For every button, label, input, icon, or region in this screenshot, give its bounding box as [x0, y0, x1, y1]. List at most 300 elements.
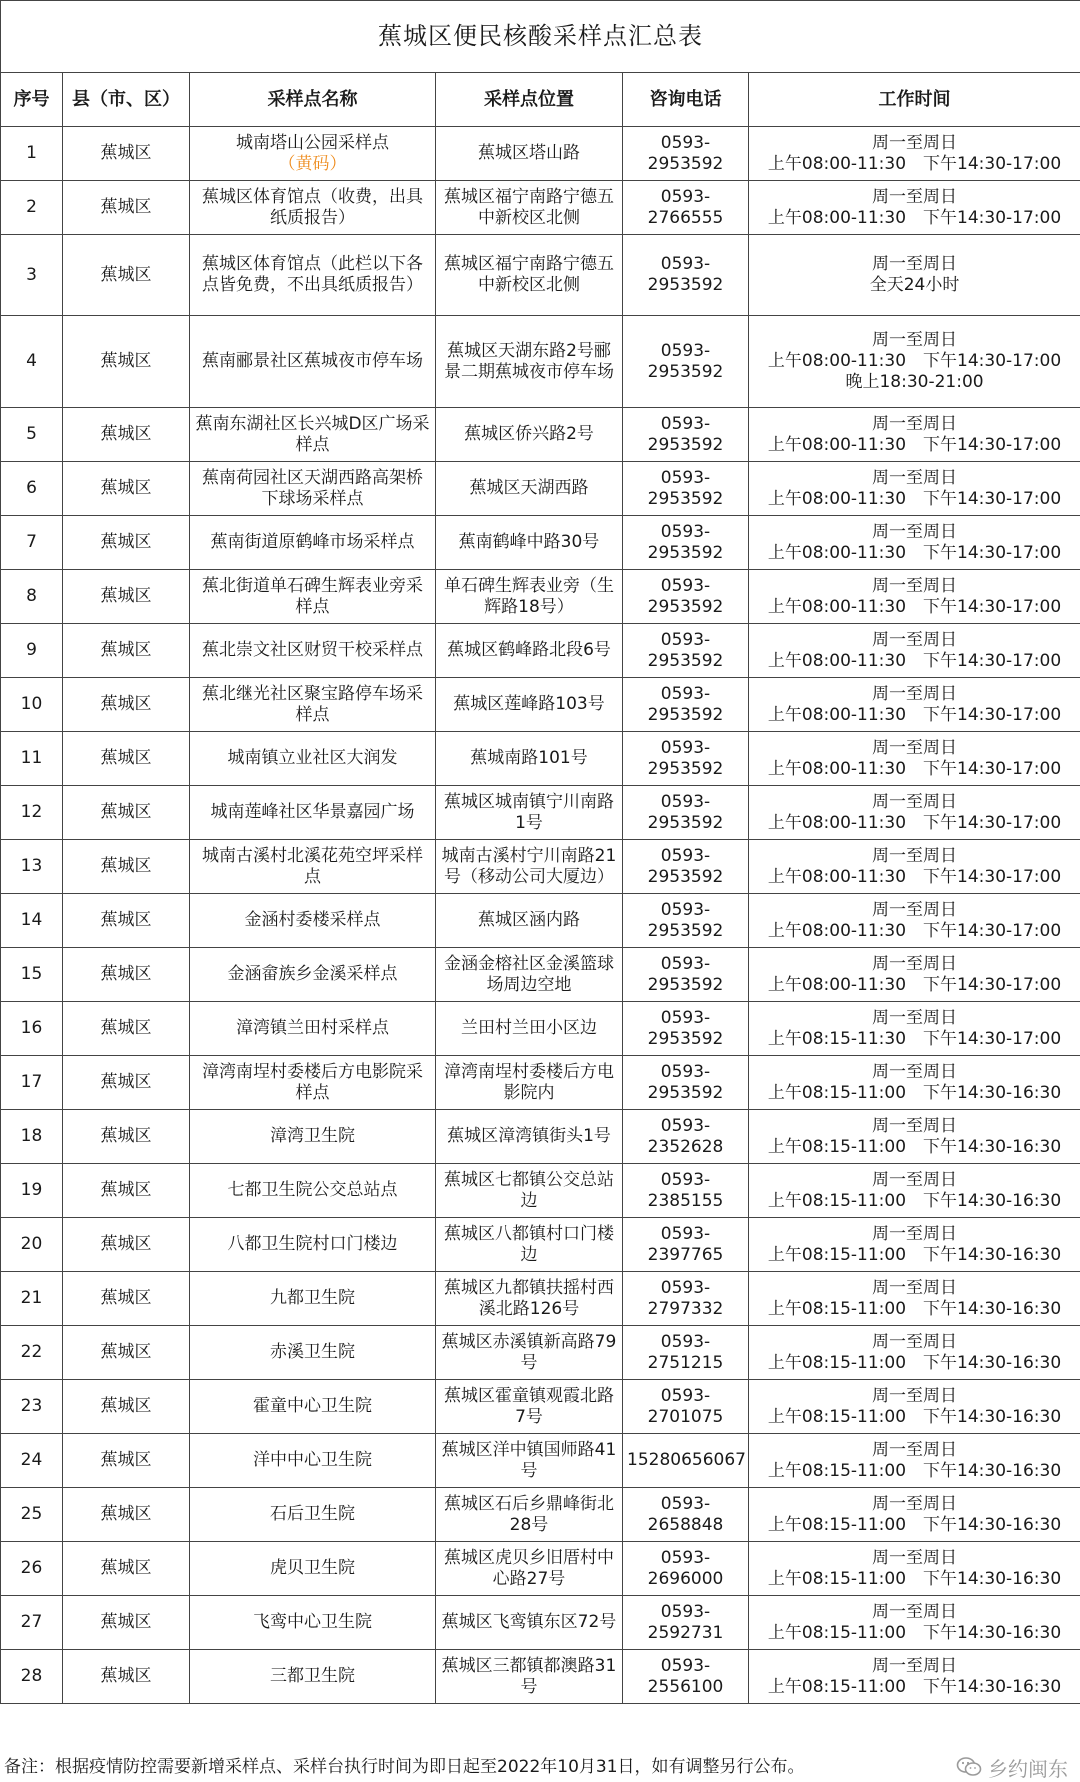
row-location: 蕉城区霍童镇观霞北路7号 [436, 1380, 623, 1434]
row-site-name [190, 1002, 436, 1056]
site-name-text: 城南塔山公园采样点 [194, 133, 431, 154]
site-name-text: 漳湾镇兰田村采样点 [194, 1018, 431, 1039]
row-county: 蕉城区 [63, 1164, 190, 1218]
row-county: 蕉城区 [63, 1110, 190, 1164]
phone-line-1: 0593- [627, 1170, 744, 1191]
row-number: 4 [1, 316, 63, 408]
row-phone [623, 1488, 749, 1542]
row-number: 9 [1, 624, 63, 678]
table-title: 蕉城区便民核酸采样点汇总表 [1, 1, 1080, 73]
hours-times: 上午08:00-11:30 下午14:30-17:00 [753, 759, 1076, 780]
header-county: 县（市、区） [63, 73, 190, 127]
row-county: 蕉城区 [63, 948, 190, 1002]
row-phone [623, 1002, 749, 1056]
row-number: 24 [1, 1434, 63, 1488]
row-location: 蕉城区天湖东路2号郦景二期蕉城夜市停车场 [436, 316, 623, 408]
row-county: 蕉城区 [63, 1380, 190, 1434]
phone-line-1: 0593- [627, 522, 744, 543]
hours-days: 周一至周日 [753, 738, 1076, 759]
row-county: 蕉城区 [63, 1326, 190, 1380]
phone-line-1: 15280656067 [627, 1450, 744, 1471]
site-name-text: 八都卫生院村口门楼边 [194, 1234, 431, 1255]
row-number: 28 [1, 1650, 63, 1704]
header-row [1, 73, 1080, 127]
phone-line-1: 0593- [627, 792, 744, 813]
table-row [1, 516, 1080, 570]
row-phone [623, 235, 749, 316]
phone-line-1: 0593- [627, 1332, 744, 1353]
hours-times: 上午08:15-11:00 下午14:30-16:30 [753, 1677, 1076, 1698]
site-name-note: （黄码） [194, 154, 431, 175]
phone-line-1: 0593- [627, 414, 744, 435]
row-number: 16 [1, 1002, 63, 1056]
hours-days: 周一至周日 [753, 1656, 1076, 1677]
row-site-name [190, 1542, 436, 1596]
row-hours [749, 1002, 1080, 1056]
phone-line-2: 2696000 [627, 1569, 744, 1590]
site-name-text: 金涵畲族乡金溪采样点 [194, 964, 431, 985]
table-row [1, 462, 1080, 516]
table-row [1, 408, 1080, 462]
row-site-name [190, 1056, 436, 1110]
phone-line-1: 0593- [627, 187, 744, 208]
row-phone [623, 678, 749, 732]
row-number: 17 [1, 1056, 63, 1110]
hours-days: 周一至周日 [753, 1440, 1076, 1461]
table-row [1, 786, 1080, 840]
row-number: 20 [1, 1218, 63, 1272]
hours-times: 上午08:15-11:00 下午14:30-16:30 [753, 1461, 1076, 1482]
phone-line-2: 2658848 [627, 1515, 744, 1536]
row-number: 25 [1, 1488, 63, 1542]
site-name-text: 霍童中心卫生院 [194, 1396, 431, 1417]
site-name-text: 蕉城区体育馆点（此栏以下各点皆免费，不出具纸质报告） [194, 254, 431, 296]
phone-line-1: 0593- [627, 954, 744, 975]
phone-line-2: 2385155 [627, 1191, 744, 1212]
site-name-text: 三都卫生院 [194, 1666, 431, 1687]
row-site-name [190, 462, 436, 516]
row-hours [749, 1596, 1080, 1650]
site-name-text: 洋中中心卫生院 [194, 1450, 431, 1471]
table-row [1, 1650, 1080, 1704]
row-phone [623, 894, 749, 948]
phone-line-1: 0593- [627, 341, 744, 362]
row-location: 蕉城区虎贝乡旧厝村中心路27号 [436, 1542, 623, 1596]
row-location: 蕉城区福宁南路宁德五中新校区北侧 [436, 235, 623, 316]
table-row [1, 181, 1080, 235]
row-site-name [190, 1650, 436, 1704]
site-name-text: 蕉城区体育馆点（收费，出具纸质报告） [194, 187, 431, 229]
row-county: 蕉城区 [63, 1002, 190, 1056]
hours-days: 周一至周日 [753, 1602, 1076, 1623]
site-name-text: 蕉北街道单石碑生辉表业旁采样点 [194, 576, 431, 618]
phone-line-2: 2592731 [627, 1623, 744, 1644]
phone-line-2: 2953592 [627, 362, 744, 383]
hours-days: 周一至周日 [753, 1386, 1076, 1407]
hours-times: 上午08:15-11:00 下午14:30-16:30 [753, 1353, 1076, 1374]
hours-days: 周一至周日 [753, 1278, 1076, 1299]
row-location: 蕉城南路101号 [436, 732, 623, 786]
hours-days: 周一至周日 [753, 792, 1076, 813]
table-row [1, 316, 1080, 408]
phone-line-2: 2701075 [627, 1407, 744, 1428]
row-number: 5 [1, 408, 63, 462]
table-row [1, 1110, 1080, 1164]
row-site-name [190, 1380, 436, 1434]
hours-days: 周一至周日 [753, 900, 1076, 921]
row-number: 1 [1, 127, 63, 181]
hours-days: 周一至周日 [753, 330, 1076, 351]
phone-line-2: 2352628 [627, 1137, 744, 1158]
table-row [1, 678, 1080, 732]
row-hours [749, 1326, 1080, 1380]
row-hours [749, 408, 1080, 462]
phone-line-1: 0593- [627, 1548, 744, 1569]
row-phone [623, 570, 749, 624]
row-hours [749, 1434, 1080, 1488]
row-site-name [190, 1164, 436, 1218]
phone-line-2: 2953592 [627, 1083, 744, 1104]
row-site-name [190, 1110, 436, 1164]
row-location: 漳湾南埕村委楼后方电影院内 [436, 1056, 623, 1110]
row-county: 蕉城区 [63, 624, 190, 678]
row-county: 蕉城区 [63, 570, 190, 624]
phone-line-2: 2953592 [627, 813, 744, 834]
row-location: 蕉城区七都镇公交总站边 [436, 1164, 623, 1218]
hours-days: 周一至周日 [753, 468, 1076, 489]
phone-line-2: 2397765 [627, 1245, 744, 1266]
row-hours [749, 1272, 1080, 1326]
row-hours [749, 127, 1080, 181]
row-location: 单石碑生辉表业旁（生辉路18号） [436, 570, 623, 624]
phone-line-1: 0593- [627, 1656, 744, 1677]
phone-line-1: 0593- [627, 630, 744, 651]
row-hours [749, 1488, 1080, 1542]
phone-line-1: 0593- [627, 1062, 744, 1083]
row-number: 8 [1, 570, 63, 624]
row-hours [749, 786, 1080, 840]
site-name-text: 石后卫生院 [194, 1504, 431, 1525]
phone-line-1: 0593- [627, 133, 744, 154]
row-county: 蕉城区 [63, 1488, 190, 1542]
brand-watermark [956, 1754, 1068, 1780]
row-number: 22 [1, 1326, 63, 1380]
wechat-icon [956, 1756, 982, 1778]
hours-times: 上午08:15-11:00 下午14:30-16:30 [753, 1137, 1076, 1158]
row-phone [623, 127, 749, 181]
row-county: 蕉城区 [63, 516, 190, 570]
row-site-name [190, 624, 436, 678]
table-row [1, 732, 1080, 786]
phone-line-1: 0593- [627, 1602, 744, 1623]
hours-times: 上午08:15-11:00 下午14:30-16:30 [753, 1515, 1076, 1536]
row-location: 蕉城区赤溪镇新高路79号 [436, 1326, 623, 1380]
row-hours [749, 316, 1080, 408]
table-row [1, 948, 1080, 1002]
row-location: 蕉城区福宁南路宁德五中新校区北侧 [436, 181, 623, 235]
row-phone [623, 516, 749, 570]
header-no: 序号 [1, 73, 63, 127]
hours-evening: 晚上18:30-21:00 [753, 372, 1076, 393]
hours-times: 上午08:00-11:30 下午14:30-17:00 [753, 435, 1076, 456]
row-hours [749, 1164, 1080, 1218]
row-phone [623, 1056, 749, 1110]
table-row [1, 894, 1080, 948]
row-county: 蕉城区 [63, 894, 190, 948]
site-name-text: 蕉南街道原鹤峰市场采样点 [194, 532, 431, 553]
hours-times: 上午08:15-11:00 下午14:30-16:30 [753, 1299, 1076, 1320]
table-row [1, 1596, 1080, 1650]
row-phone [623, 1326, 749, 1380]
row-location: 蕉城区八都镇村口门楼边 [436, 1218, 623, 1272]
phone-line-2: 2953592 [627, 435, 744, 456]
row-number: 18 [1, 1110, 63, 1164]
row-county: 蕉城区 [63, 462, 190, 516]
brand-name: 乡约闽东 [988, 1753, 1068, 1782]
row-phone [623, 786, 749, 840]
hours-times: 上午08:00-11:30 下午14:30-17:00 [753, 921, 1076, 942]
row-hours [749, 516, 1080, 570]
row-county: 蕉城区 [63, 408, 190, 462]
row-site-name [190, 1218, 436, 1272]
phone-line-1: 0593- [627, 1008, 744, 1029]
hours-times: 上午08:00-11:30 下午14:30-17:00 [753, 975, 1076, 996]
row-number: 7 [1, 516, 63, 570]
row-county: 蕉城区 [63, 1542, 190, 1596]
phone-line-2: 2953592 [627, 921, 744, 942]
row-site-name [190, 316, 436, 408]
row-phone [623, 1164, 749, 1218]
row-hours [749, 1218, 1080, 1272]
row-hours [749, 462, 1080, 516]
hours-times: 上午08:00-11:30 下午14:30-17:00 [753, 543, 1076, 564]
row-phone [623, 732, 749, 786]
hours-days: 周一至周日 [753, 187, 1076, 208]
row-hours [749, 1380, 1080, 1434]
phone-line-2: 2953592 [627, 705, 744, 726]
table-row [1, 1218, 1080, 1272]
site-name-text: 城南莲峰社区华景嘉园广场 [194, 802, 431, 823]
hours-times: 上午08:00-11:30 下午14:30-17:00 [753, 154, 1076, 175]
row-number: 2 [1, 181, 63, 235]
row-phone [623, 1380, 749, 1434]
hours-days: 周一至周日 [753, 1332, 1076, 1353]
table-row [1, 1434, 1080, 1488]
row-location: 蕉南鹤峰中路30号 [436, 516, 623, 570]
table-row [1, 570, 1080, 624]
hours-times: 上午08:00-11:30 下午14:30-17:00 [753, 651, 1076, 672]
table-row [1, 1272, 1080, 1326]
hours-times: 上午08:00-11:30 下午14:30-17:00 [753, 597, 1076, 618]
row-hours [749, 1110, 1080, 1164]
phone-line-1: 0593- [627, 468, 744, 489]
table-row [1, 1002, 1080, 1056]
row-phone [623, 408, 749, 462]
row-phone [623, 1434, 749, 1488]
hours-days: 周一至周日 [753, 954, 1076, 975]
row-phone [623, 624, 749, 678]
row-county: 蕉城区 [63, 1434, 190, 1488]
phone-line-2: 2556100 [627, 1677, 744, 1698]
phone-line-2: 2797332 [627, 1299, 744, 1320]
footer-note: 备注：根据疫情防控需要新增采样点、采样台执行时间为即日起至2022年10月31日，如有调整另行公布。 [4, 1754, 805, 1780]
row-county: 蕉城区 [63, 181, 190, 235]
row-phone [623, 1110, 749, 1164]
row-number: 23 [1, 1380, 63, 1434]
hours-times: 全天24小时 [753, 275, 1076, 296]
hours-days: 周一至周日 [753, 684, 1076, 705]
table-row [1, 1488, 1080, 1542]
phone-line-2: 2953592 [627, 154, 744, 175]
header-hours: 工作时间 [749, 73, 1080, 127]
hours-days: 周一至周日 [753, 846, 1076, 867]
row-number: 15 [1, 948, 63, 1002]
phone-line-1: 0593- [627, 576, 744, 597]
phone-line-2: 2953592 [627, 543, 744, 564]
row-site-name [190, 948, 436, 1002]
row-number: 14 [1, 894, 63, 948]
row-phone [623, 1542, 749, 1596]
site-name-text: 漳湾卫生院 [194, 1126, 431, 1147]
phone-line-1: 0593- [627, 1224, 744, 1245]
site-name-text: 虎贝卫生院 [194, 1558, 431, 1579]
hours-times: 上午08:00-11:30 下午14:30-17:00 [753, 867, 1076, 888]
row-site-name [190, 570, 436, 624]
site-name-text: 城南镇立业社区大润发 [194, 748, 431, 769]
site-name-text: 城南古溪村北溪花苑空坪采样点 [194, 846, 431, 888]
row-county: 蕉城区 [63, 840, 190, 894]
row-location: 蕉城区鹤峰路北段6号 [436, 624, 623, 678]
phone-line-2: 2953592 [627, 597, 744, 618]
hours-times: 上午08:15-11:00 下午14:30-16:30 [753, 1407, 1076, 1428]
row-location: 金涵金榕社区金溪篮球场周边空地 [436, 948, 623, 1002]
row-site-name [190, 1488, 436, 1542]
row-phone [623, 462, 749, 516]
site-name-text: 蕉南荷园社区天湖西路高架桥下球场采样点 [194, 468, 431, 510]
row-number: 3 [1, 235, 63, 316]
row-phone [623, 316, 749, 408]
hours-days: 周一至周日 [753, 1062, 1076, 1083]
row-site-name [190, 1272, 436, 1326]
table-row [1, 127, 1080, 181]
site-name-text: 赤溪卫生院 [194, 1342, 431, 1363]
row-site-name [190, 732, 436, 786]
row-hours [749, 948, 1080, 1002]
row-site-name [190, 894, 436, 948]
row-county: 蕉城区 [63, 1272, 190, 1326]
hours-days: 周一至周日 [753, 414, 1076, 435]
hours-days: 周一至周日 [753, 522, 1076, 543]
phone-line-1: 0593- [627, 738, 744, 759]
row-county: 蕉城区 [63, 316, 190, 408]
row-number: 21 [1, 1272, 63, 1326]
table-body [1, 127, 1080, 1704]
table-row [1, 624, 1080, 678]
row-site-name [190, 408, 436, 462]
site-name-text: 蕉北继光社区聚宝路停车场采样点 [194, 684, 431, 726]
row-site-name [190, 840, 436, 894]
hours-days: 周一至周日 [753, 1224, 1076, 1245]
row-phone [623, 1596, 749, 1650]
table-row [1, 235, 1080, 316]
row-site-name [190, 1326, 436, 1380]
row-location: 蕉城区涵内路 [436, 894, 623, 948]
row-number: 13 [1, 840, 63, 894]
row-location: 蕉城区石后乡鼎峰街北28号 [436, 1488, 623, 1542]
phone-line-2: 2953592 [627, 651, 744, 672]
phone-line-2: 2953592 [627, 275, 744, 296]
row-location: 城南古溪村宁川南路21号（移动公司大厦边） [436, 840, 623, 894]
phone-line-1: 0593- [627, 254, 744, 275]
hours-times: 上午08:15-11:00 下午14:30-16:30 [753, 1569, 1076, 1590]
row-county: 蕉城区 [63, 127, 190, 181]
row-site-name [190, 235, 436, 316]
table-row [1, 1542, 1080, 1596]
header-location: 采样点位置 [436, 73, 623, 127]
row-location: 蕉城区三都镇都澳路31号 [436, 1650, 623, 1704]
row-location: 蕉城区城南镇宁川南路1号 [436, 786, 623, 840]
row-county: 蕉城区 [63, 1056, 190, 1110]
hours-times: 上午08:00-11:30 下午14:30-17:00 [753, 705, 1076, 726]
row-phone [623, 1272, 749, 1326]
header-site-name: 采样点名称 [190, 73, 436, 127]
row-location: 蕉城区莲峰路103号 [436, 678, 623, 732]
hours-times: 上午08:00-11:30 下午14:30-17:00 [753, 489, 1076, 510]
row-hours [749, 1542, 1080, 1596]
row-phone [623, 1218, 749, 1272]
row-site-name [190, 678, 436, 732]
row-hours [749, 894, 1080, 948]
row-location: 蕉城区飞鸾镇东区72号 [436, 1596, 623, 1650]
row-county: 蕉城区 [63, 1218, 190, 1272]
row-site-name [190, 516, 436, 570]
phone-line-2: 2766555 [627, 208, 744, 229]
row-phone [623, 1650, 749, 1704]
row-county: 蕉城区 [63, 732, 190, 786]
phone-line-2: 2953592 [627, 1029, 744, 1050]
row-number: 19 [1, 1164, 63, 1218]
row-county: 蕉城区 [63, 1596, 190, 1650]
hours-times: 上午08:15-11:00 下午14:30-16:30 [753, 1191, 1076, 1212]
table-row [1, 1326, 1080, 1380]
row-location: 蕉城区天湖西路 [436, 462, 623, 516]
row-number: 10 [1, 678, 63, 732]
row-hours [749, 1056, 1080, 1110]
table-row [1, 840, 1080, 894]
site-name-text: 飞鸾中心卫生院 [194, 1612, 431, 1633]
row-county: 蕉城区 [63, 678, 190, 732]
hours-days: 周一至周日 [753, 1170, 1076, 1191]
phone-line-1: 0593- [627, 900, 744, 921]
row-location: 蕉城区侨兴路2号 [436, 408, 623, 462]
row-location: 兰田村兰田小区边 [436, 1002, 623, 1056]
hours-days: 周一至周日 [753, 576, 1076, 597]
site-name-text: 蕉北崇文社区财贸干校采样点 [194, 640, 431, 661]
row-phone [623, 840, 749, 894]
row-location: 蕉城区九都镇扶摇村西溪北路126号 [436, 1272, 623, 1326]
hours-days: 周一至周日 [753, 133, 1076, 154]
hours-times: 上午08:00-11:30 下午14:30-17:00 [753, 813, 1076, 834]
phone-line-1: 0593- [627, 1116, 744, 1137]
hours-times: 上午08:15-11:00 下午14:30-16:30 [753, 1245, 1076, 1266]
hours-times: 上午08:00-11:30 下午14:30-17:00 [753, 351, 1076, 372]
phone-line-2: 2953592 [627, 867, 744, 888]
row-number: 27 [1, 1596, 63, 1650]
footer [0, 1754, 1080, 1780]
hours-days: 周一至周日 [753, 1494, 1076, 1515]
site-name-text: 九都卫生院 [194, 1288, 431, 1309]
table-row [1, 1056, 1080, 1110]
